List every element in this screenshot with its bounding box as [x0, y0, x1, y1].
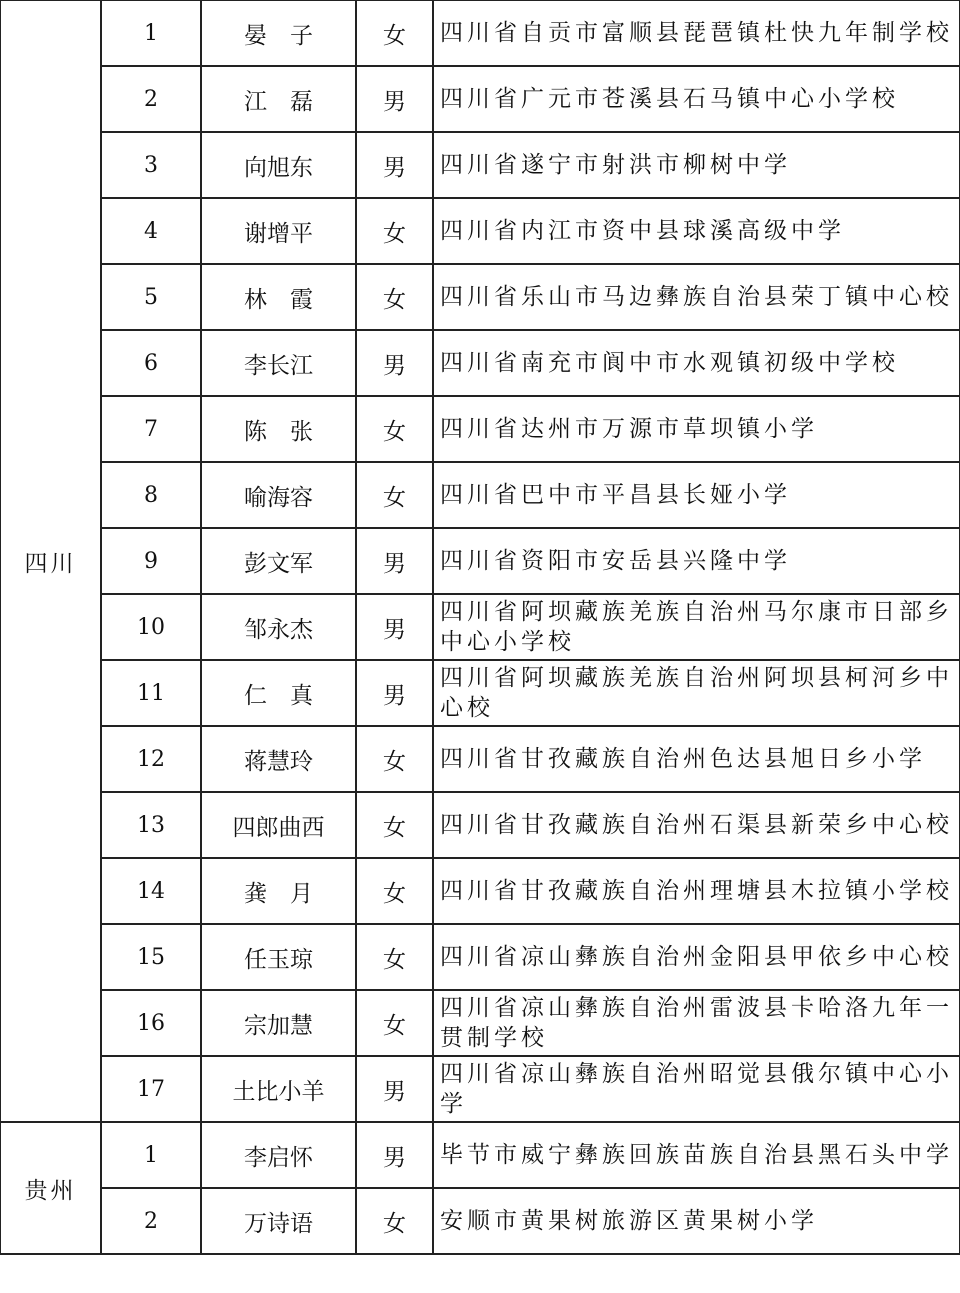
- number-cell: 5: [101, 264, 201, 330]
- gender-cell: 女: [356, 462, 433, 528]
- name-cell: 江 磊: [201, 66, 356, 132]
- province-cell: 贵州: [0, 1122, 101, 1254]
- name-cell: 蒋慧玲: [201, 726, 356, 792]
- table-row: [0, 132, 960, 198]
- school-cell: 四川省甘孜藏族自治州石渠县新荣乡中心校: [433, 792, 960, 858]
- school-cell: 四川省凉山彝族自治州金阳县甲依乡中心校: [433, 924, 960, 990]
- name-cell: 林 霞: [201, 264, 356, 330]
- number-cell: 17: [101, 1056, 201, 1122]
- school-cell: 四川省达州市万源市草坝镇小学: [433, 396, 960, 462]
- school-cell: 四川省甘孜藏族自治州色达县旭日乡小学: [433, 726, 960, 792]
- school-cell: 毕节市威宁彝族回族苗族自治县黑石头中学: [433, 1122, 960, 1188]
- gender-cell: 男: [356, 660, 433, 726]
- name-cell: 李启怀: [201, 1122, 356, 1188]
- school-cell: 四川省凉山彝族自治州雷波县卡哈洛九年一贯制学校: [433, 990, 960, 1056]
- number-cell: 16: [101, 990, 201, 1056]
- gender-cell: 男: [356, 594, 433, 660]
- number-cell: 3: [101, 132, 201, 198]
- number-cell: 6: [101, 330, 201, 396]
- name-cell: 龚 月: [201, 858, 356, 924]
- name-cell: 喻海容: [201, 462, 356, 528]
- number-cell: 15: [101, 924, 201, 990]
- table-row: [0, 660, 960, 726]
- table-row: [0, 1188, 960, 1254]
- table-row: [0, 462, 960, 528]
- table-row: [0, 594, 960, 660]
- table-row: [0, 330, 960, 396]
- gender-cell: 男: [356, 132, 433, 198]
- gender-cell: 女: [356, 264, 433, 330]
- number-cell: 1: [101, 0, 201, 66]
- school-cell: 四川省自贡市富顺县琵琶镇杜快九年制学校: [433, 0, 960, 66]
- gender-cell: 女: [356, 198, 433, 264]
- number-cell: 4: [101, 198, 201, 264]
- gender-cell: 男: [356, 330, 433, 396]
- table-row: [0, 858, 960, 924]
- table-row: [0, 396, 960, 462]
- name-cell: 四郎曲西: [201, 792, 356, 858]
- number-cell: 2: [101, 66, 201, 132]
- gender-cell: 女: [356, 858, 433, 924]
- school-cell: 四川省阿坝藏族羌族自治州阿坝县柯河乡中心校: [433, 660, 960, 726]
- gender-cell: 男: [356, 66, 433, 132]
- province-cell: 四川: [0, 0, 101, 1122]
- table-row: [0, 1056, 960, 1122]
- table-row: [0, 528, 960, 594]
- gender-cell: 女: [356, 924, 433, 990]
- gender-cell: 女: [356, 1188, 433, 1254]
- name-cell: 陈 张: [201, 396, 356, 462]
- name-cell: 任玉琼: [201, 924, 356, 990]
- school-cell: 四川省巴中市平昌县长娅小学: [433, 462, 960, 528]
- school-cell: 四川省乐山市马边彝族自治县荣丁镇中心校: [433, 264, 960, 330]
- number-cell: 14: [101, 858, 201, 924]
- number-cell: 9: [101, 528, 201, 594]
- gender-cell: 女: [356, 792, 433, 858]
- table-row: [0, 198, 960, 264]
- name-cell: 向旭东: [201, 132, 356, 198]
- school-cell: 四川省资阳市安岳县兴隆中学: [433, 528, 960, 594]
- table-row: [0, 990, 960, 1056]
- number-cell: 11: [101, 660, 201, 726]
- school-cell: 四川省内江市资中县球溪高级中学: [433, 198, 960, 264]
- table-row: [0, 726, 960, 792]
- gender-cell: 女: [356, 990, 433, 1056]
- gender-cell: 女: [356, 396, 433, 462]
- name-cell: 万诗语: [201, 1188, 356, 1254]
- school-cell: 安顺市黄果树旅游区黄果树小学: [433, 1188, 960, 1254]
- name-cell: 土比小羊: [201, 1056, 356, 1122]
- table-row: [0, 792, 960, 858]
- number-cell: 7: [101, 396, 201, 462]
- name-cell: 李长江: [201, 330, 356, 396]
- number-cell: 10: [101, 594, 201, 660]
- gender-cell: 女: [356, 726, 433, 792]
- number-cell: 12: [101, 726, 201, 792]
- number-cell: 8: [101, 462, 201, 528]
- table-row: [0, 1122, 960, 1188]
- number-cell: 2: [101, 1188, 201, 1254]
- gender-cell: 女: [356, 0, 433, 66]
- name-cell: 谢增平: [201, 198, 356, 264]
- name-cell: 晏 子: [201, 0, 356, 66]
- number-cell: 13: [101, 792, 201, 858]
- gender-cell: 男: [356, 1122, 433, 1188]
- gender-cell: 男: [356, 1056, 433, 1122]
- name-cell: 仁 真: [201, 660, 356, 726]
- name-cell: 宗加慧: [201, 990, 356, 1056]
- school-cell: 四川省阿坝藏族羌族自治州马尔康市日部乡中心小学校: [433, 594, 960, 660]
- table-row: [0, 0, 960, 66]
- gender-cell: 男: [356, 528, 433, 594]
- table-row: [0, 66, 960, 132]
- number-cell: 1: [101, 1122, 201, 1188]
- school-cell: 四川省凉山彝族自治州昭觉县俄尔镇中心小学: [433, 1056, 960, 1122]
- name-cell: 彭文军: [201, 528, 356, 594]
- school-cell: 四川省广元市苍溪县石马镇中心小学校: [433, 66, 960, 132]
- school-cell: 四川省遂宁市射洪市柳树中学: [433, 132, 960, 198]
- school-cell: 四川省南充市阆中市水观镇初级中学校: [433, 330, 960, 396]
- table-row: [0, 264, 960, 330]
- table-row: [0, 924, 960, 990]
- school-cell: 四川省甘孜藏族自治州理塘县木拉镇小学校: [433, 858, 960, 924]
- name-cell: 邹永杰: [201, 594, 356, 660]
